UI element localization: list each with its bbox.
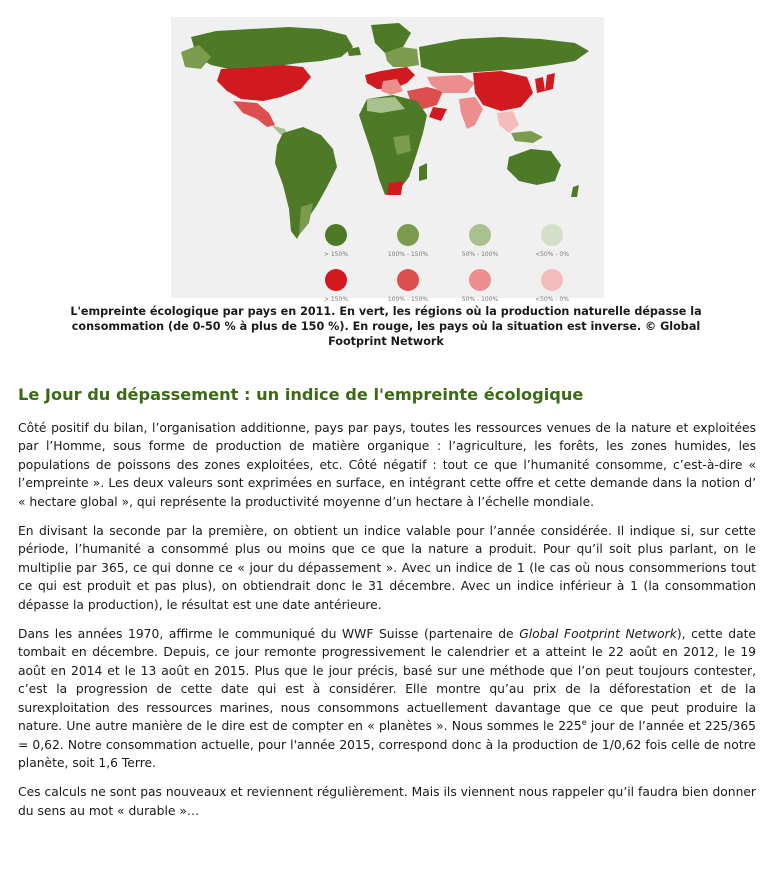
- article-body: [18, 419, 756, 831]
- legend-item: [516, 224, 588, 258]
- legend-green-dot: [325, 224, 347, 246]
- legend-label: > 150%: [323, 296, 349, 303]
- legend-red-dot: [325, 269, 347, 291]
- footprint-map-figure: [171, 17, 604, 303]
- paragraph: Ces calculs ne sont pas nouveaux et reviennent régulièrement. Mais ils viennent nous rappeler qu’il faudra bien donner du sens au mot « durable »…: [18, 785, 756, 818]
- legend-label: <50% - 0%: [535, 296, 569, 303]
- paragraph-text: jour de l’année et 225/365 = 0,62. Notre consommation actuelle, pour l'année 2015, correspond donc à la production de 1/0,62 fois celle de notre planète, soit 1,6 Terre.: [18, 719, 756, 770]
- paragraph: [18, 625, 756, 772]
- legend-green-row: [300, 224, 588, 258]
- legend-item: [300, 224, 372, 258]
- legend-label: > 150%: [323, 251, 349, 258]
- legend-green-dot: [541, 224, 563, 246]
- legend-item: [516, 269, 588, 303]
- paragraph-text: ), cette date tombait en décembre. Depuis, ce jour remonte progressivement le calendrier et a atteint le 22 août en 2012, le 19 août en 2014 et le 13 août en 2015. Plus que le jour précis, basé sur une méthode que l’on peut toujours contester, c’est la progression de cette date qui est à considérer. Elle montre qu’au prix de la déforestation et de la surexploitation des ressources marines, nous consommons actuellement davantage que ce que peut produire la nature. Une autre manière de le dire est de compter en « planètes ». Nous sommes le 225: [18, 627, 756, 734]
- legend-label: 50% - 100%: [461, 251, 499, 258]
- paragraph-text: Dans les années 1970, affirme le communiqué du WWF Suisse (partenaire de: [18, 627, 520, 642]
- section-heading: Le Jour du dépassement : un indice de l'empreinte écologique: [18, 385, 584, 404]
- legend-label: <50% - 0%: [535, 251, 569, 258]
- legend-red-dot: [397, 269, 419, 291]
- source-name: Global Footprint Network: [519, 627, 677, 642]
- legend-label: 100% - 150%: [387, 251, 429, 258]
- paragraph: Côté positif du bilan, l’organisation additionne, pays par pays, toutes les ressources venues de la nature et exploitées par l’Homme, sous forme de production de matière organique : l’agriculture, les forêts, les zones humides, les populations de poissons des zones exploitées, etc. Côté négatif : tout ce que l’humanité consomme, c’est-à-dire « l’empreinte ». Les deux valeurs sont exprimées en surface, en intégrant cette offre et cette demande dans la notion d’ « hectare global », qui représente la productivité moyenne d’un hectare à l’échelle mondiale.: [18, 421, 756, 509]
- legend-label: 100% - 150%: [387, 296, 429, 303]
- legend-item: [372, 269, 444, 303]
- figure-caption: [30, 304, 742, 349]
- legend-item: [444, 224, 516, 258]
- caption-line: Footprint Network: [328, 335, 444, 348]
- legend-green-dot: [469, 224, 491, 246]
- legend-red-dot: [469, 269, 491, 291]
- paragraph: En divisant la seconde par la première, on obtient un indice valable pour l’année considérée. Il indique si, sur cette période, l’humanité a consommé plus ou moins que ce que la nature a produit. Pour qu’il soit plus parlant, on le multiplie par 365, ce qui donne ce « jour du dépassement ». Avec un indice de 1 (le cas où nous consommerions tout ce qui est produit et pas plus), on obtiendrait donc le 31 décembre. Avec un indice inférieur à 1 (la consommation dépasse la production), le résultat est une date antérieure.: [18, 524, 756, 612]
- caption-line: L'empreinte écologique par pays en 2011. En vert, les régions où la production naturelle dépasse la: [70, 305, 702, 318]
- legend-item: [444, 269, 516, 303]
- legend-item: [300, 269, 372, 303]
- legend-item: [372, 224, 444, 258]
- caption-line: consommation (de 0-50 % à plus de 150 %). En rouge, les pays où la situation est inverse. © Global: [71, 320, 701, 333]
- legend-red-dot: [541, 269, 563, 291]
- legend-red-row: [300, 269, 588, 303]
- ordinal-superscript: e: [581, 718, 587, 727]
- legend-green-dot: [397, 224, 419, 246]
- legend-label: 50% - 100%: [461, 296, 499, 303]
